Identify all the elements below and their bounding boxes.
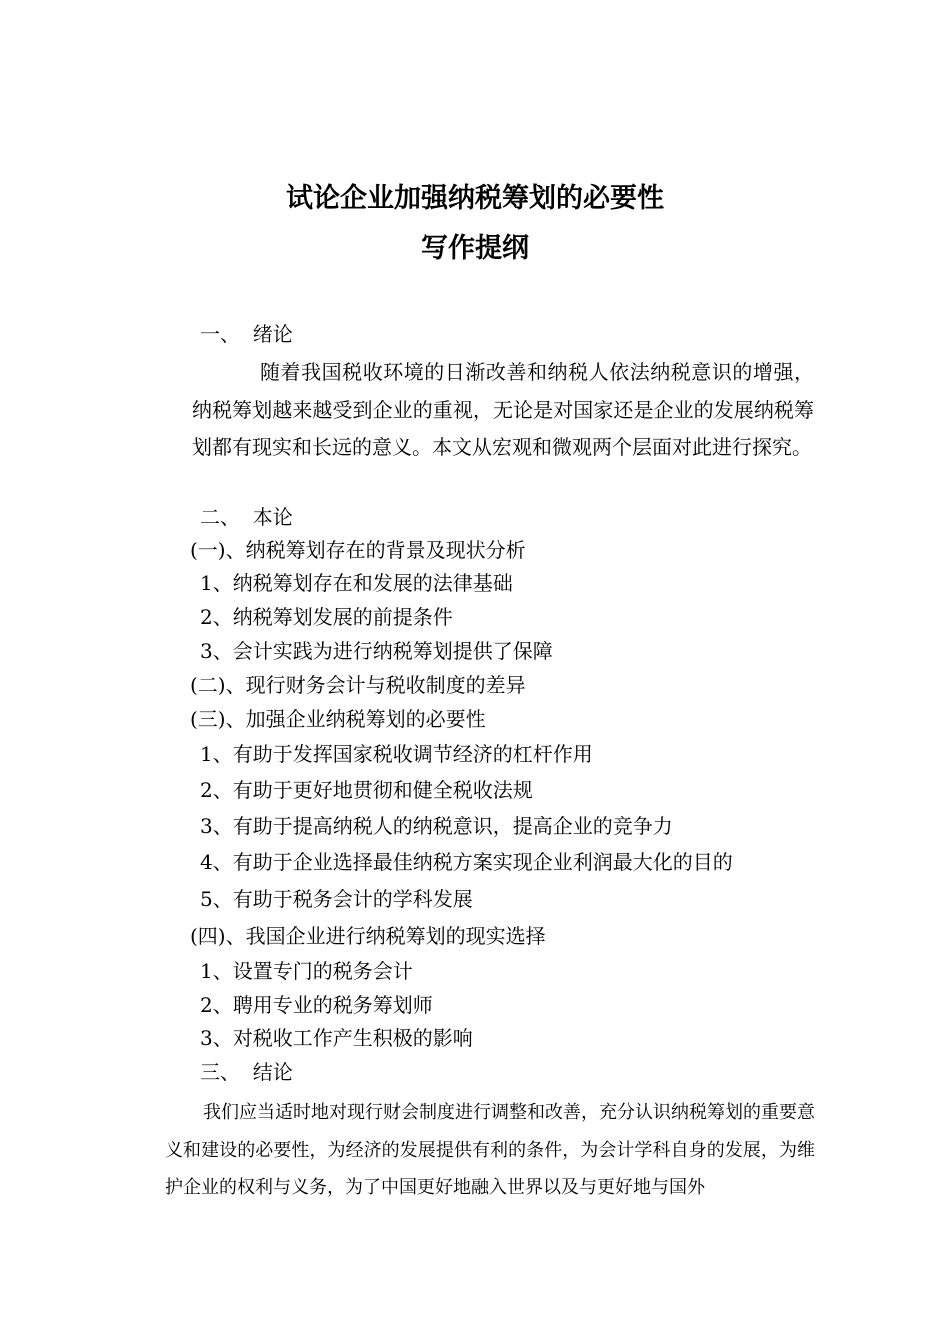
list-item: 1、设置专门的税务会计 — [200, 959, 413, 983]
part-heading-2: (二)、现行财务会计与税收制度的差异 — [190, 673, 526, 697]
document-subtitle: 写作提纲 — [421, 233, 529, 264]
list-item: 3、会计实践为进行纳税筹划提供了保障 — [200, 639, 553, 663]
list-item: 5、有助于税务会计的学科发展 — [200, 887, 473, 911]
list-item: 2、纳税筹划发展的前提条件 — [200, 605, 453, 629]
list-item: 2、有助于更好地贯彻和健全税收法规 — [200, 778, 533, 802]
list-item: 2、聘用专业的税务筹划师 — [200, 993, 433, 1017]
section-heading-intro: 一、 绪论 — [200, 322, 293, 346]
list-item: 3、对税收工作产生积极的影响 — [200, 1026, 473, 1050]
list-item: 3、有助于提高纳税人的纳税意识，提高企业的竞争力 — [200, 814, 673, 838]
list-item: 4、有助于企业选择最佳纳税方案实现企业利润最大化的目的 — [200, 850, 733, 874]
document-title: 试论企业加强纳税筹划的必要性 — [286, 183, 664, 214]
part-heading-1: (一)、纳税筹划存在的背景及现状分析 — [190, 538, 526, 562]
part-heading-4: (四)、我国企业进行纳税筹划的现实选择 — [190, 924, 546, 948]
conclusion-paragraph: 我们应当适时地对现行财会制度进行调整和改善，充分认识纳税筹划的重要意义和建设的必要性，为经济的发展提供有利的条件，为会计学科自身的发展，为维护企业的权利与义务，为了中国更好地融入世界以及与更好地与国外 — [165, 1102, 815, 1198]
list-item: 1、纳税筹划存在和发展的法律基础 — [200, 571, 513, 595]
section-heading-body: 二、 本论 — [200, 505, 293, 529]
list-item: 1、有助于发挥国家税收调节经济的杠杆作用 — [200, 742, 593, 766]
intro-paragraph: 随着我国税收环境的日渐改善和纳税人依法纳税意识的增强，纳税筹划越来越受到企业的重视，无论是对国家还是企业的发展纳税筹划都有现实和长远的意义。本文从宏观和微观两个层面对此进行探究。 — [192, 360, 814, 459]
part-heading-3: (三)、加强企业纳税筹划的必要性 — [190, 707, 486, 731]
section-heading-conclusion: 三、 结论 — [200, 1060, 293, 1084]
